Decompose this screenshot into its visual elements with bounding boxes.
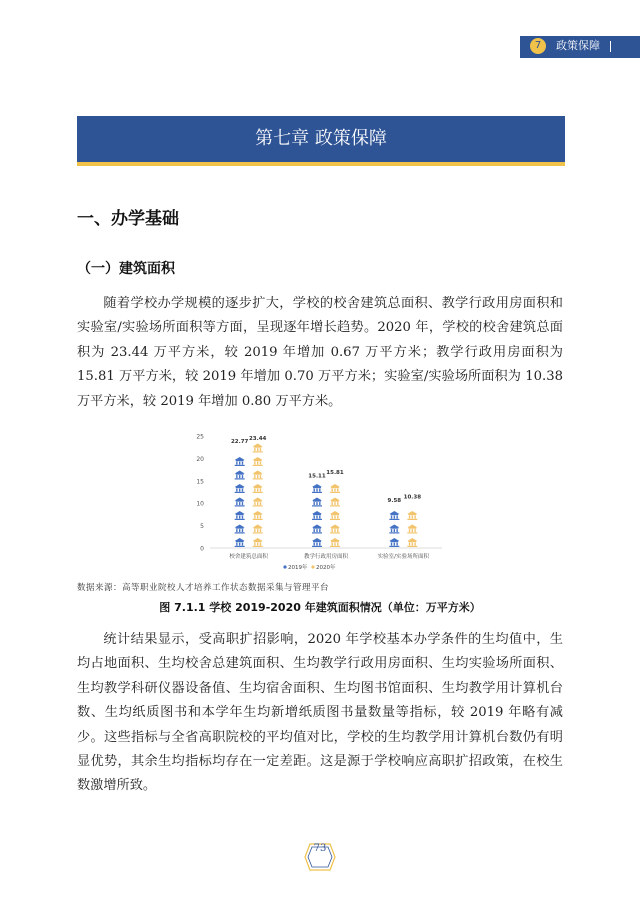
y-tick-label: 25 xyxy=(196,433,204,441)
chapter-header-label: 政策保障 xyxy=(556,39,600,52)
data-label: 15.81 xyxy=(326,470,344,477)
chart-legend xyxy=(283,563,336,571)
y-tick-label: 0 xyxy=(200,545,204,553)
legend-swatch xyxy=(311,565,314,568)
x-tick-label: 实验室/实验场所面积 xyxy=(377,554,430,560)
body-paragraph-1: 随着学校办学规模的逐步扩大，学校的校舍建筑总面积、教学行政用房面积和实验室/实验场所面积等方面，呈现逐年增长趋势。2020 年，学校的校舍建筑总面积为 23.44 万平方米，较 2019 年增加 0.67 万平方米；教学行政用房面积为 15.81 万平方米，较 2019 年增加 0.70 万平方米；实验室/实验场所面积为 10.38 万平方米，较 2019 年增加 0.80 万平方米。 xyxy=(77,296,563,409)
subsection-heading: （一）建筑面积 xyxy=(77,261,175,277)
x-tick-label: 教学行政用房面积 xyxy=(303,554,349,560)
header-divider xyxy=(610,41,611,52)
chart-bar-icon xyxy=(235,511,245,520)
chart-marks xyxy=(235,444,418,548)
chart-bar-icon xyxy=(407,525,417,534)
chart-bar-icon xyxy=(253,498,263,507)
chart-bar-icon xyxy=(389,538,399,547)
chart-bar-icon xyxy=(330,538,340,547)
chart-bar-icon xyxy=(312,511,322,520)
legend-swatch xyxy=(283,565,286,568)
y-tick-label: 20 xyxy=(196,455,204,463)
chart-bar-icon xyxy=(235,498,245,507)
chart-bar-icon xyxy=(253,484,263,493)
chapter-number-badge: 7 xyxy=(530,38,546,54)
chart-bar-icon xyxy=(253,525,263,534)
chapter-title: 第七章 政策保障 xyxy=(255,128,387,149)
chart-bar-icon xyxy=(312,538,322,547)
chart-bar-icon xyxy=(235,538,245,547)
chart-bar-icon xyxy=(330,498,340,507)
chart-bar-icon xyxy=(330,511,340,520)
data-label: 23.44 xyxy=(248,435,267,442)
data-label: 22.77 xyxy=(230,438,249,445)
figure-caption: 图 7.1.1 学校 2019-2020 年建筑面积情况（单位：万平方米） xyxy=(159,601,481,614)
chart-bar-icon xyxy=(389,525,399,534)
section-heading: 一、办学基础 xyxy=(77,209,179,229)
chart-bar-icon xyxy=(253,538,263,547)
y-tick-label: 10 xyxy=(196,500,204,508)
body-paragraph-2: 统计结果显示，受高职扩招影响，2020 年学校基本办学条件的生均值中，生均占地面积、生均校舍总建筑面积、生均教学行政用房面积、生均实验场所面积、生均教学科研仪器设备值、生均宿舍面积、生均图书馆面积、生均教学用计算机台数、生均纸质图书和本学年生均新增纸质图书量数量等指标，较 2019 年略有减少。这些指标与全省高职院校的平均值对比，学校的生均教学用计算机台数仍有明显优势，其余生均指标均存在一定差距。这是源于学校响应高职扩招政策，在校生数激增所致。 xyxy=(77,632,563,794)
chart-bar-icon xyxy=(312,525,322,534)
chart-bar-icon xyxy=(235,457,245,466)
chart-bar-icon xyxy=(407,511,417,520)
chapter-title-banner xyxy=(77,116,565,166)
building-area-chart xyxy=(180,428,445,583)
x-tick-label: 校舍建筑总面积 xyxy=(229,554,268,560)
data-label: 9.58 xyxy=(387,498,402,505)
chart-bar-icon xyxy=(235,525,245,534)
chart-bar-icon xyxy=(253,444,263,453)
legend-label: 2019年 xyxy=(288,565,308,571)
y-tick-label: 15 xyxy=(196,478,204,486)
data-label: 15.11 xyxy=(308,473,326,480)
chart-bar-icon xyxy=(389,511,399,520)
chart-bar-icon xyxy=(235,484,245,493)
y-tick-label: 5 xyxy=(200,523,204,531)
chart-bar-icon xyxy=(235,471,245,480)
data-label: 10.38 xyxy=(403,494,422,501)
page-number: 73 xyxy=(313,843,327,854)
chart-bar-icon xyxy=(330,525,340,534)
chart-bar-icon xyxy=(253,471,263,480)
chart-bar-icon xyxy=(330,484,340,493)
chart-bar-icon xyxy=(253,457,263,466)
legend-label: 2020年 xyxy=(316,565,336,571)
chart-bar-icon xyxy=(312,498,322,507)
chart-bar-icon xyxy=(312,484,322,493)
data-source-note: 数据来源：高等职业院校人才培养工作状态数据采集与管理平台 xyxy=(77,583,330,593)
chart-bar-icon xyxy=(407,538,417,547)
chart-bar-icon xyxy=(253,511,263,520)
